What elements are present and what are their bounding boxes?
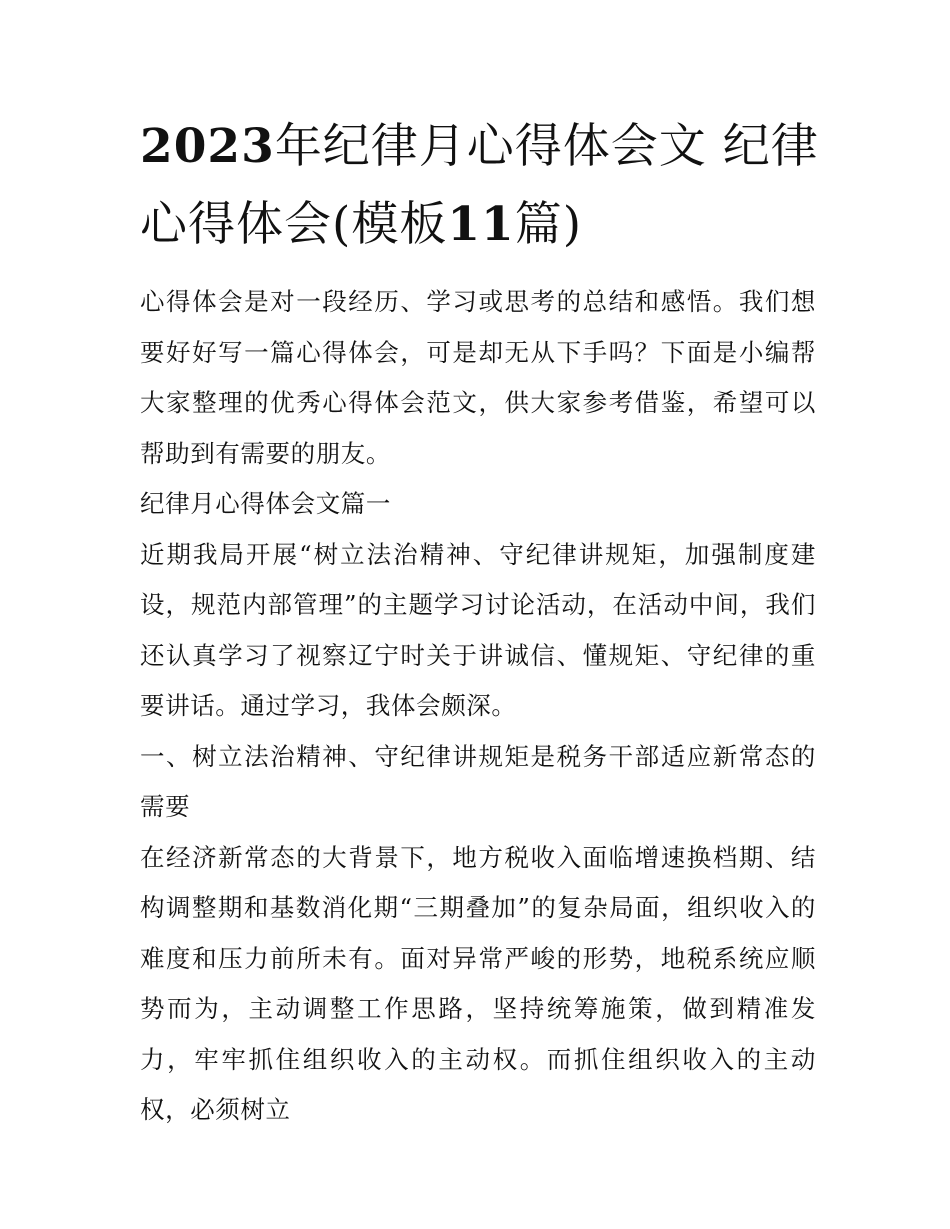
document-title: 2023年纪律月心得体会文 纪律心得体会(模板11篇) [140,119,819,252]
subsection-heading: 一、树立法治精神、守纪律讲规矩是税务干部适应新常态的需要 [140,741,816,821]
intro-paragraph: 心得体会是对一段经历、学习或思考的总结和感悟。我们想要好好写一篇心得体会，可是却无从下手吗？下面是小编帮大家整理的优秀心得体会范文，供大家参考借鉴，希望可以帮助到有需要的朋友。 [140,287,816,468]
document-body [140,277,816,1136]
body-paragraph: 在经济新常态的大背景下，地方税收入面临增速换档期、结构调整期和基数消化期“三期叠加”的复杂局面，组织收入的难度和压力前所未有。面对异常严峻的形势，地税系统应顺势而为，主动调整工作思路，坚持统筹施策，做到精准发力，牢牢抓住组织收入的主动权。而抓住组织收入的主动权，必须树立 [140,842,816,1124]
body-paragraph: 近期我局开展“树立法治精神、守纪律讲规矩，加强制度建设，规范内部管理”的主题学习讨论活动，在活动中间，我们还认真学习了视察辽宁时关于讲诚信、懂规矩、守纪律的重要讲话。通过学习，我体会颇深。 [140,539,816,720]
section-heading: 纪律月心得体会文篇一 [140,489,391,518]
